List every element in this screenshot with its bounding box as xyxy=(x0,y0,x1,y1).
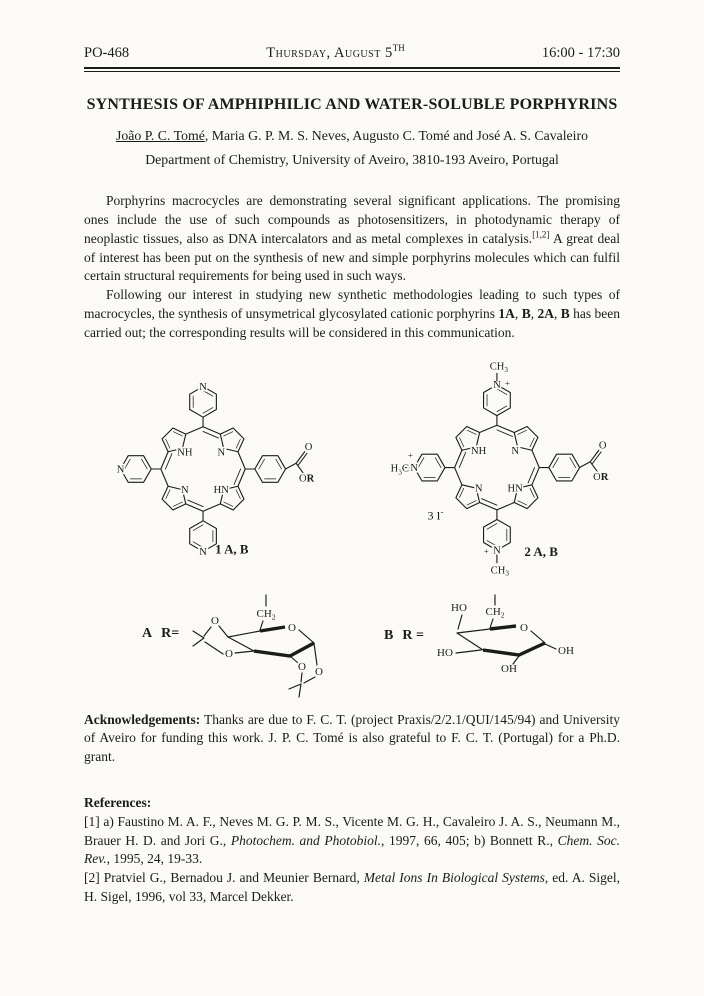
paper-title: SYNTHESIS OF AMPHIPHILIC AND WATER-SOLUBLE PORPHYRINS xyxy=(86,95,618,113)
sugar-a-acetonide-o2: O xyxy=(225,647,234,660)
references-section xyxy=(84,794,620,907)
sugar-b-r-label: R = xyxy=(402,627,424,643)
n-methyl-top-label: $CH_3$ xyxy=(489,361,508,374)
structure-2-label: 2 A, B xyxy=(524,544,558,560)
sugar-b-group xyxy=(384,593,583,679)
r-groups-figure xyxy=(84,591,620,703)
sugar-a-ring-o: O xyxy=(288,621,297,634)
sugar-b-ring-o: O xyxy=(519,621,528,634)
sugar-b-ho-top: HO xyxy=(450,601,467,614)
porphyrin-structure-2 xyxy=(370,356,620,581)
abstract-paragraph-1: Porphyrins macrocycles are demonstrating several significant applications. The promising ones include the use of such compounds as photosensitizers, in photodynamic therapy of neoplastic tissues, also as DNA intercalators and as metal complexes in catalysis.[1,2] A great deal of interest has been put on the synthesis of new and simple porphyrins molecules which can fulfil certain structural requirements for being used in such ways. xyxy=(84,193,620,284)
sugar-a-ch2-label: $CH_2$ xyxy=(256,607,276,622)
structure-1-label: 1 A, B xyxy=(215,540,249,556)
porphyrin-structure-1 xyxy=(84,375,324,563)
references-heading: References: xyxy=(84,794,152,810)
plus-charge-left: + xyxy=(407,449,413,460)
affiliation: Department of Chemistry, University of Aveiro, 3810-193 Aveiro, Portugal xyxy=(145,152,559,168)
acknowledgements-heading: Acknowledgements: xyxy=(84,711,201,727)
acknowledgements-paragraph: Acknowledgements: Thanks are due to F. C. T. (project Praxis/2/2.1/QUI/145/94) and University of Aveiro for funding this work. J. P. C. Tomé is also grateful to F. C. T. (Portugal) for a Ph.D. grant. xyxy=(84,711,620,765)
header-double-rule xyxy=(84,67,620,72)
plus-charge-bottom: + xyxy=(483,546,489,557)
sugar-b-structure xyxy=(433,593,583,679)
session-header xyxy=(84,44,620,63)
date-suffix: TH xyxy=(392,43,405,54)
reference-1: [1] a) Faustino M. A. F., Neves M. G. P. M. S., Vicente M. G. H., Cavaleiro J. A. S., Neumann M., Brauer H. D. and Jori G., Photochem. and Photobiol., 1997, 66, 405; b) Bonnett R., Chem. Soc. Rev., 1995, 24, 19-33. xyxy=(84,813,620,867)
sugar-b-oh-right: OH xyxy=(557,644,574,657)
plus-charge-top: + xyxy=(505,377,510,388)
session-date: Thursday, August 5TH xyxy=(266,43,405,61)
sugar-a-acetonide-o1: O xyxy=(211,614,220,627)
counterion-label: 3 I- xyxy=(427,506,444,523)
session-code: PO-468 xyxy=(84,45,130,61)
journal-title-1: Photochem. and Photobiol. xyxy=(230,832,382,848)
sugar-a-acetonide-o3: O xyxy=(298,660,307,673)
sugar-a-acetonide-o4: O xyxy=(315,665,324,678)
journal-title-2: Chem. Soc. Rev. xyxy=(84,832,620,867)
n-methyl-left-label: $H_3C$ xyxy=(390,463,409,477)
structures-figure xyxy=(84,355,620,583)
sugar-b-key: B xyxy=(384,627,394,643)
n-methyl-bottom-label: $CH_3$ xyxy=(490,565,509,578)
presenting-author: João P. C. Tomé xyxy=(115,127,205,143)
book-title: Metal Ions In Biological Systems xyxy=(363,870,545,886)
sugar-a-r-label: R= xyxy=(161,625,180,641)
sugar-b-ho-left: HO xyxy=(436,646,453,659)
coauthors: , Maria G. P. M. S. Neves, Augusto C. Tomé and José A. S. Cavaleiro xyxy=(204,127,589,143)
abstract-paragraph-2: Following our interest in studying new synthetic methodologies leading to such types of macrocycles, the synthesis of unsymetrical glycosylated cationic porphyrins 1A, B, 2A, B has been carried out; the corresponding results will be considered in this communication. xyxy=(84,287,621,340)
compound-b2: B xyxy=(560,305,570,321)
abstract-body xyxy=(84,192,620,342)
citation-superscript: [1,2] xyxy=(532,229,550,240)
compound-2a: 2A xyxy=(537,305,554,321)
sugar-b-oh-bottom: OH xyxy=(500,662,517,675)
sugar-a-group xyxy=(142,593,346,705)
sugar-a-structure xyxy=(188,593,346,705)
authors-line xyxy=(84,127,620,146)
sugar-b-ch2-label: $CH_2$ xyxy=(485,605,505,620)
session-time: 16:00 - 17:30 xyxy=(541,45,620,61)
sugar-a-key: A xyxy=(142,625,153,641)
compound-b: B xyxy=(521,305,531,321)
compound-1a: 1A xyxy=(498,305,515,321)
reference-2: [2] Pratviel G., Bernadou J. and Meunier Bernard, Metal Ions In Biological Systems, ed. A. Sigel, H. Sigel, 1996, vol 33, Marcel Dekker. xyxy=(84,870,620,904)
